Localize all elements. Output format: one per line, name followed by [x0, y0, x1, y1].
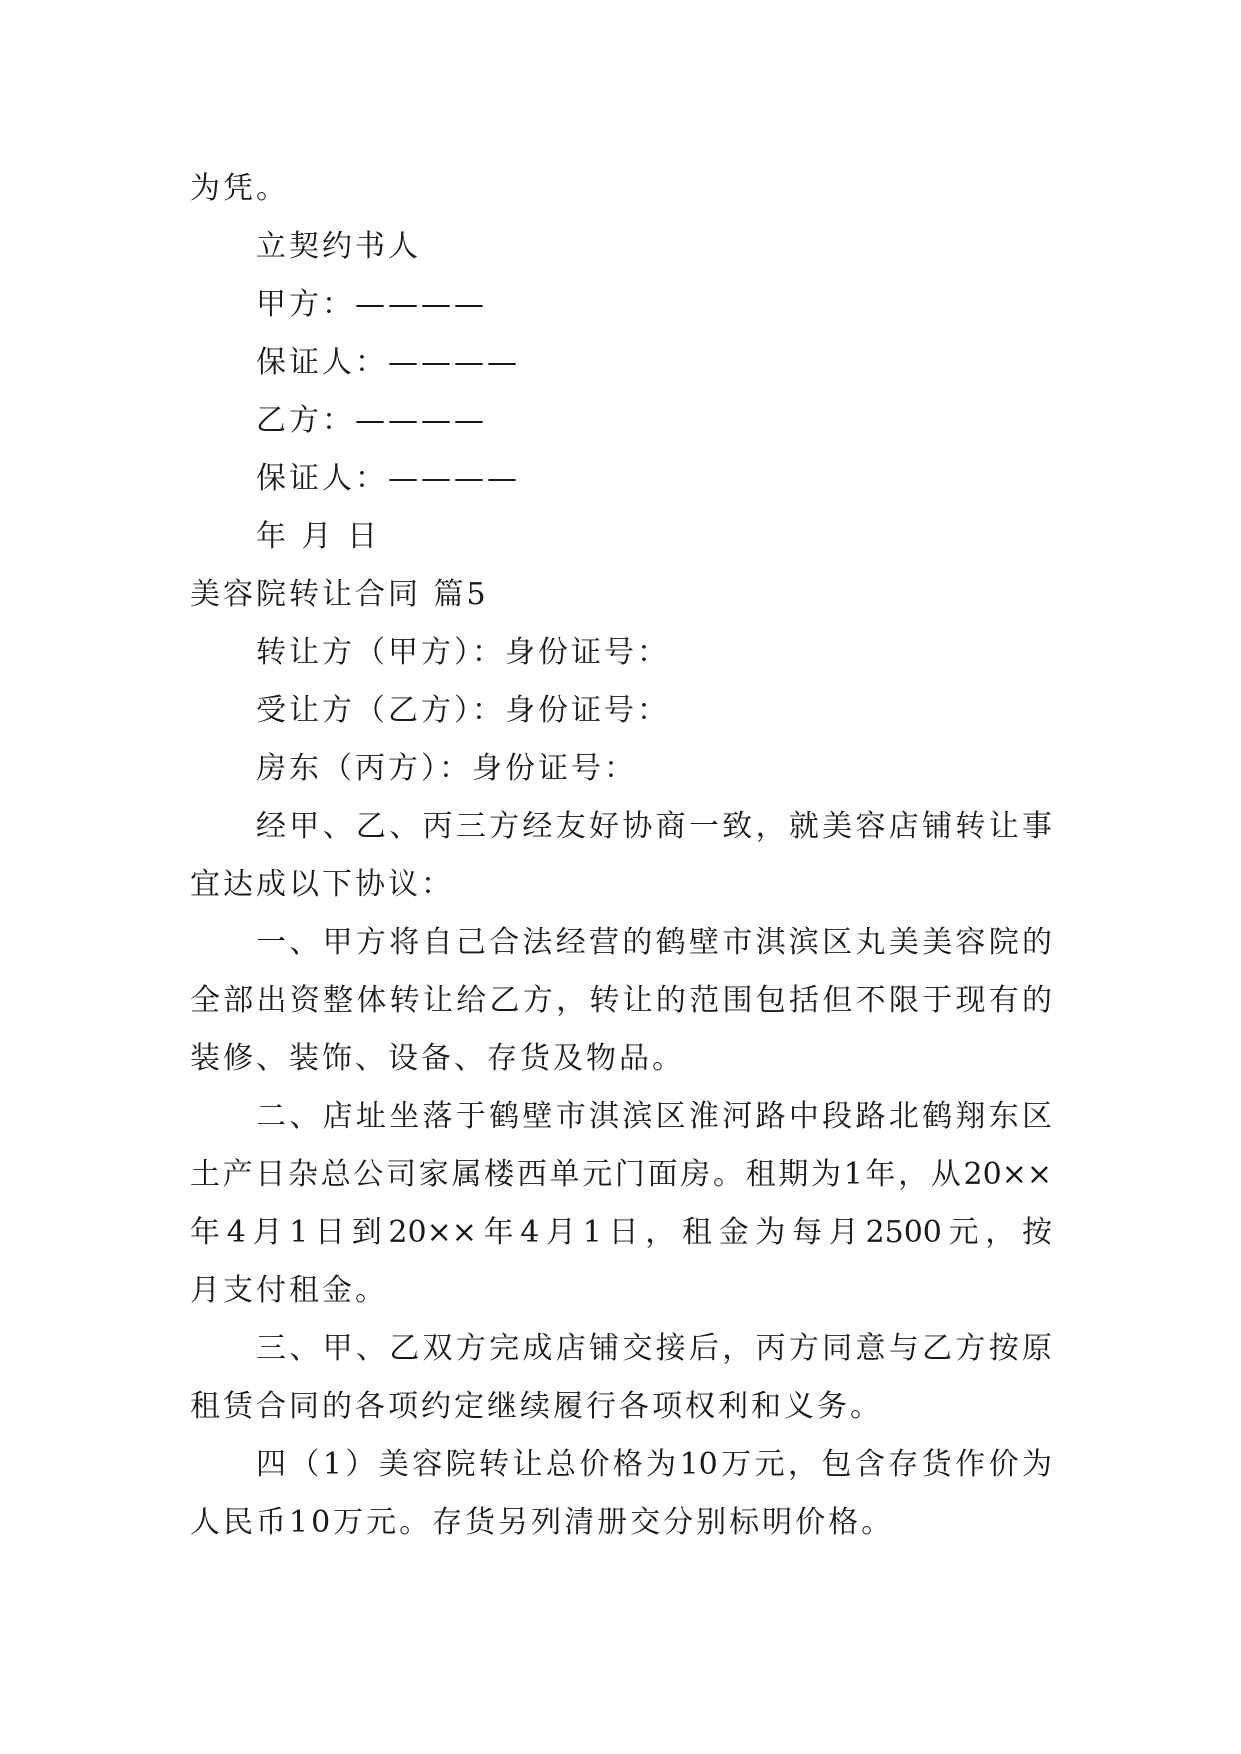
clause-2-line-4: 月支付租金。	[190, 1273, 388, 1308]
clause-3-line-1: 三、甲、乙双方完成店铺交接后，丙方同意与乙方按原	[256, 1331, 1052, 1366]
clause-2-line-1: 二、店址坐落于鹤壁市淇滨区淮河路中段路北鹤翔东区	[256, 1099, 1052, 1134]
clause-4-line-2: 人民币10万元。存货另列清册交分别标明价格。	[190, 1505, 895, 1540]
clause-3-line-2: 租赁合同的各项约定继续履行各项权利和义务。	[190, 1389, 883, 1424]
party-b-signature-line: 乙方：————	[256, 403, 487, 438]
intro-paragraph-line-1: 经甲、乙、丙三方经友好协商一致，就美容店铺转让事	[256, 809, 1052, 844]
transferee-line: 受让方（乙方）：身份证号：	[256, 693, 670, 728]
party-b-guarantor-line: 保证人：————	[256, 461, 520, 496]
clause-1-line-3: 装修、装饰、设备、存货及物品。	[190, 1041, 685, 1076]
clause-1-line-2: 全部出资整体转让给乙方，转让的范围包括但不限于现有的	[190, 983, 1052, 1018]
clause-4-line-1: 四（1）美容院转让总价格为10万元，包含存货作价为	[256, 1447, 1052, 1482]
clause-2-line-3: 年4月1日到20××年4月1日，租金为每月2500元，按	[190, 1215, 1052, 1250]
contract-title: 美容院转让合同 篇5	[190, 577, 489, 612]
party-a-guarantor-line: 保证人：————	[256, 345, 520, 380]
clause-1-line-1: 一、甲方将自己合法经营的鹤壁市淇滨区丸美美容院的	[256, 925, 1052, 960]
signatories-heading: 立契约书人	[256, 229, 421, 264]
landlord-line: 房东（丙方）：身份证号：	[256, 751, 637, 786]
party-a-signature-line: 甲方：————	[256, 287, 487, 322]
date-line: 年 月 日	[256, 519, 381, 554]
closing-line: 为凭。	[190, 171, 289, 206]
clause-2-line-2: 土产日杂总公司家属楼西单元门面房。租期为1年，从20××	[190, 1157, 1052, 1192]
document-page	[190, 160, 1052, 1552]
intro-paragraph-line-2: 宜达成以下协议：	[190, 867, 454, 902]
transferor-line: 转让方（甲方）：身份证号：	[256, 635, 670, 670]
